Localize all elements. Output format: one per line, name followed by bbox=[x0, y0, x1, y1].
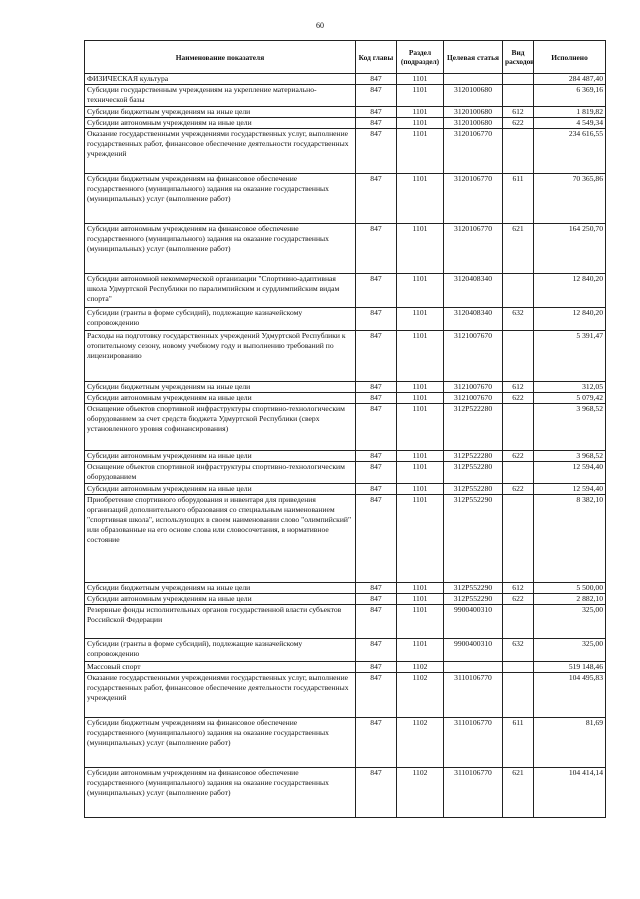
cell-type: 622 bbox=[503, 118, 534, 129]
cell-code: 847 bbox=[356, 174, 397, 224]
cell-code: 847 bbox=[356, 74, 397, 85]
cell-type bbox=[503, 85, 534, 107]
cell-name: Субсидии автономным учреждениям на иные цели bbox=[85, 484, 356, 495]
table-row bbox=[85, 107, 606, 118]
cell-target bbox=[444, 74, 503, 85]
cell-type: 612 bbox=[503, 107, 534, 118]
header-type: Вид расходов bbox=[503, 41, 534, 74]
cell-target: 3120106770 bbox=[444, 224, 503, 274]
cell-name: Массовый спорт bbox=[85, 662, 356, 673]
cell-code: 847 bbox=[356, 107, 397, 118]
cell-type: 632 bbox=[503, 639, 534, 662]
cell-type bbox=[503, 605, 534, 639]
cell-type: 612 bbox=[503, 583, 534, 594]
cell-type bbox=[503, 495, 534, 583]
cell-section: 1101 bbox=[397, 331, 444, 382]
expenditure-table bbox=[84, 40, 606, 818]
cell-section: 1101 bbox=[397, 85, 444, 107]
cell-target bbox=[444, 662, 503, 673]
cell-section: 1101 bbox=[397, 484, 444, 495]
table-row bbox=[85, 768, 606, 818]
cell-name: Субсидии государственным учреждениям на укрепление материально-технической базы bbox=[85, 85, 356, 107]
cell-target: 3121007670 bbox=[444, 393, 503, 404]
cell-done: 3 968,52 bbox=[534, 451, 606, 462]
cell-done: 2 882,10 bbox=[534, 594, 606, 605]
cell-section: 1101 bbox=[397, 129, 444, 174]
page-number: 60 bbox=[316, 21, 324, 30]
cell-done: 6 369,16 bbox=[534, 85, 606, 107]
cell-section: 1102 bbox=[397, 662, 444, 673]
cell-name: Расходы на подготовку государственных учреждений Удмуртской Республики к отопительному сезону, новому учебному году и выполнению требований по лицензированию bbox=[85, 331, 356, 382]
cell-section: 1102 bbox=[397, 673, 444, 718]
cell-name: Оказание государственными учреждениями государственных услуг, выполнение государственных работ, финансовое обеспечение деятельности государственных учреждений bbox=[85, 673, 356, 718]
cell-name: Оснащение объектов спортивной инфраструктуры спортивно-технологическим оборудованием за счет средств бюджета Удмуртской Республики (сверх установленного уровня софинансирования) bbox=[85, 404, 356, 451]
cell-code: 847 bbox=[356, 768, 397, 818]
table-row bbox=[85, 639, 606, 662]
cell-type: 622 bbox=[503, 484, 534, 495]
cell-code: 847 bbox=[356, 308, 397, 331]
cell-type: 622 bbox=[503, 451, 534, 462]
cell-section: 1101 bbox=[397, 404, 444, 451]
cell-section: 1101 bbox=[397, 583, 444, 594]
cell-code: 847 bbox=[356, 462, 397, 484]
cell-type: 621 bbox=[503, 768, 534, 818]
cell-type bbox=[503, 129, 534, 174]
cell-section: 1101 bbox=[397, 594, 444, 605]
cell-done: 12 594,40 bbox=[534, 462, 606, 484]
cell-type: 622 bbox=[503, 393, 534, 404]
cell-target: 3120408340 bbox=[444, 308, 503, 331]
cell-name: Субсидии автономным учреждениям на финансовое обеспечение государственного (муниципального) задания на оказание государственных (муниципальных) услуг (выполнение работ) bbox=[85, 224, 356, 274]
cell-section: 1101 bbox=[397, 107, 444, 118]
cell-type bbox=[503, 462, 534, 484]
table-row bbox=[85, 331, 606, 382]
cell-code: 847 bbox=[356, 118, 397, 129]
table-row bbox=[85, 224, 606, 274]
cell-target: 3121007670 bbox=[444, 382, 503, 393]
cell-done: 5 391,47 bbox=[534, 331, 606, 382]
cell-target: 3121007670 bbox=[444, 331, 503, 382]
table-row bbox=[85, 451, 606, 462]
cell-done: 104 495,83 bbox=[534, 673, 606, 718]
cell-code: 847 bbox=[356, 129, 397, 174]
table-row bbox=[85, 404, 606, 451]
table-header-row bbox=[85, 41, 606, 74]
table-row bbox=[85, 393, 606, 404]
cell-type bbox=[503, 274, 534, 308]
cell-section: 1102 bbox=[397, 768, 444, 818]
cell-type: 632 bbox=[503, 308, 534, 331]
cell-section: 1101 bbox=[397, 224, 444, 274]
header-code: Код главы bbox=[356, 41, 397, 74]
table-row bbox=[85, 673, 606, 718]
cell-target: 312P522280 bbox=[444, 451, 503, 462]
cell-name: Субсидии автономным учреждениям на иные цели bbox=[85, 118, 356, 129]
cell-code: 847 bbox=[356, 451, 397, 462]
cell-name: Приобретение спортивного оборудования и инвентаря для приведения организаций дополнительного образования со специальным наименованием "спортивная школа", использующих в своем наименовании слово "олимпийский" или образованные на его основе слова или словосочетания, в нормативное состояние bbox=[85, 495, 356, 583]
cell-code: 847 bbox=[356, 662, 397, 673]
cell-code: 847 bbox=[356, 594, 397, 605]
cell-code: 847 bbox=[356, 495, 397, 583]
cell-code: 847 bbox=[356, 484, 397, 495]
cell-code: 847 bbox=[356, 583, 397, 594]
cell-code: 847 bbox=[356, 393, 397, 404]
cell-code: 847 bbox=[356, 85, 397, 107]
cell-code: 847 bbox=[356, 382, 397, 393]
cell-section: 1102 bbox=[397, 718, 444, 768]
cell-type bbox=[503, 404, 534, 451]
cell-type bbox=[503, 662, 534, 673]
table-row bbox=[85, 129, 606, 174]
cell-done: 284 487,40 bbox=[534, 74, 606, 85]
cell-section: 1101 bbox=[397, 393, 444, 404]
cell-section: 1101 bbox=[397, 308, 444, 331]
header-name: Наименование показателя bbox=[85, 41, 356, 74]
table-row bbox=[85, 382, 606, 393]
cell-target: 312P552280 bbox=[444, 462, 503, 484]
cell-done: 1 819,82 bbox=[534, 107, 606, 118]
table-row bbox=[85, 495, 606, 583]
cell-type: 622 bbox=[503, 594, 534, 605]
cell-name: Субсидии автономным учреждениям на иные цели bbox=[85, 451, 356, 462]
table-row bbox=[85, 583, 606, 594]
cell-type: 621 bbox=[503, 224, 534, 274]
cell-done: 325,00 bbox=[534, 639, 606, 662]
cell-name: Субсидии бюджетным учреждениям на финансовое обеспечение государственного (муниципального) задания на оказание государственных (муниципальных) услуг (выполнение работ) bbox=[85, 718, 356, 768]
cell-section: 1101 bbox=[397, 74, 444, 85]
cell-code: 847 bbox=[356, 718, 397, 768]
cell-name: Субсидии (гранты в форме субсидий), подлежащие казначейскому сопровождению bbox=[85, 639, 356, 662]
cell-code: 847 bbox=[356, 605, 397, 639]
cell-done: 3 968,52 bbox=[534, 404, 606, 451]
cell-name: Резервные фонды исполнительных органов государственной власти субъектов Российской Федерации bbox=[85, 605, 356, 639]
cell-type bbox=[503, 331, 534, 382]
table-row bbox=[85, 462, 606, 484]
cell-section: 1101 bbox=[397, 382, 444, 393]
cell-code: 847 bbox=[356, 639, 397, 662]
cell-name: Субсидии (гранты в форме субсидий), подлежащие казначейскому сопровождению bbox=[85, 308, 356, 331]
cell-name: Субсидии автономным учреждениям на иные цели bbox=[85, 393, 356, 404]
cell-target: 3120106770 bbox=[444, 174, 503, 224]
cell-target: 3120106770 bbox=[444, 129, 503, 174]
cell-name: ФИЗИЧЕСКАЯ культура bbox=[85, 74, 356, 85]
table-row bbox=[85, 718, 606, 768]
cell-target: 3120100680 bbox=[444, 107, 503, 118]
cell-done: 5 500,00 bbox=[534, 583, 606, 594]
cell-target: 9900400310 bbox=[444, 605, 503, 639]
cell-target: 3110106770 bbox=[444, 673, 503, 718]
cell-done: 5 079,42 bbox=[534, 393, 606, 404]
table-row bbox=[85, 594, 606, 605]
cell-target: 9900400310 bbox=[444, 639, 503, 662]
cell-code: 847 bbox=[356, 331, 397, 382]
cell-type: 611 bbox=[503, 718, 534, 768]
cell-target: 3120408340 bbox=[444, 274, 503, 308]
table-row bbox=[85, 662, 606, 673]
cell-done: 81,69 bbox=[534, 718, 606, 768]
cell-code: 847 bbox=[356, 404, 397, 451]
cell-target: 312P552290 bbox=[444, 594, 503, 605]
cell-done: 8 382,10 bbox=[534, 495, 606, 583]
cell-target: 312P552290 bbox=[444, 583, 503, 594]
cell-done: 325,00 bbox=[534, 605, 606, 639]
cell-done: 12 840,20 bbox=[534, 274, 606, 308]
cell-section: 1101 bbox=[397, 118, 444, 129]
cell-done: 12 594,40 bbox=[534, 484, 606, 495]
table-row bbox=[85, 308, 606, 331]
table-row bbox=[85, 174, 606, 224]
cell-done: 312,05 bbox=[534, 382, 606, 393]
cell-section: 1101 bbox=[397, 451, 444, 462]
cell-done: 70 365,86 bbox=[534, 174, 606, 224]
cell-name: Оснащение объектов спортивной инфраструктуры спортивно-технологическим оборудованием bbox=[85, 462, 356, 484]
cell-section: 1101 bbox=[397, 639, 444, 662]
table-row bbox=[85, 274, 606, 308]
cell-done: 4 549,34 bbox=[534, 118, 606, 129]
cell-name: Субсидии автономной некоммерческой организации "Спортивно-адаптивная школа Удмуртской Республики по паралимпийским и сурдлимпийским видам спорта" bbox=[85, 274, 356, 308]
cell-type bbox=[503, 74, 534, 85]
cell-done: 519 148,46 bbox=[534, 662, 606, 673]
cell-code: 847 bbox=[356, 224, 397, 274]
cell-name: Субсидии автономным учреждениям на иные цели bbox=[85, 594, 356, 605]
cell-name: Субсидии автономным учреждениям на финансовое обеспечение государственного (муниципального) задания на оказание государственных (муниципальных) услуг (выполнение работ) bbox=[85, 768, 356, 818]
header-done: Исполнено bbox=[534, 41, 606, 74]
cell-code: 847 bbox=[356, 274, 397, 308]
cell-name: Субсидии бюджетным учреждениям на финансовое обеспечение государственного (муниципального) задания на оказание государственных (муниципальных) услуг (выполнение работ) bbox=[85, 174, 356, 224]
cell-target: 312P552290 bbox=[444, 495, 503, 583]
cell-done: 234 616,55 bbox=[534, 129, 606, 174]
cell-type: 611 bbox=[503, 174, 534, 224]
cell-type bbox=[503, 673, 534, 718]
table-row bbox=[85, 605, 606, 639]
cell-name: Оказание государственными учреждениями государственных услуг, выполнение государственных работ, финансовое обеспечение деятельности государственных учреждений bbox=[85, 129, 356, 174]
cell-done: 164 250,70 bbox=[534, 224, 606, 274]
cell-section: 1101 bbox=[397, 605, 444, 639]
table-row bbox=[85, 484, 606, 495]
table-row bbox=[85, 118, 606, 129]
cell-name: Субсидии бюджетным учреждениям на иные цели bbox=[85, 107, 356, 118]
cell-target: 3120100680 bbox=[444, 85, 503, 107]
cell-section: 1101 bbox=[397, 174, 444, 224]
cell-code: 847 bbox=[356, 673, 397, 718]
cell-done: 12 840,20 bbox=[534, 308, 606, 331]
table-row bbox=[85, 74, 606, 85]
header-target: Целевая статья bbox=[444, 41, 503, 74]
header-section: Раздел (подраздел) bbox=[397, 41, 444, 74]
cell-target: 3110106770 bbox=[444, 718, 503, 768]
cell-target: 3110106770 bbox=[444, 768, 503, 818]
cell-target: 3120100680 bbox=[444, 118, 503, 129]
cell-done: 104 414,14 bbox=[534, 768, 606, 818]
table-row bbox=[85, 85, 606, 107]
cell-section: 1101 bbox=[397, 495, 444, 583]
cell-target: 312P552280 bbox=[444, 484, 503, 495]
cell-section: 1101 bbox=[397, 462, 444, 484]
cell-section: 1101 bbox=[397, 274, 444, 308]
cell-name: Субсидии бюджетным учреждениям на иные цели bbox=[85, 382, 356, 393]
cell-name: Субсидии бюджетным учреждениям на иные цели bbox=[85, 583, 356, 594]
cell-target: 312P522280 bbox=[444, 404, 503, 451]
cell-type: 612 bbox=[503, 382, 534, 393]
